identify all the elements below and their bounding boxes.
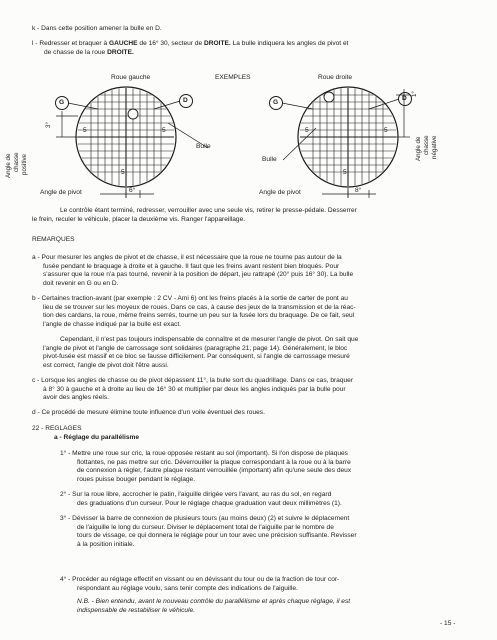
remark-b-line2: lieu de se trouver sur les moyeux de roues. Dans ce cas, à cause des jeux de la transmission et de la réac-: [43, 303, 356, 311]
step3-line1: 3° - Dévisser la barre de connexion de plusieurs tours (au moins deux) (2) et suivre le déplacement: [60, 515, 350, 522]
remark-a-line2: fusée pendant le braquage à droite et à gauche. Il faut que les freins avant restent bien bloqués. Pour: [43, 262, 340, 270]
left-bubble-label: Bulle: [196, 143, 211, 150]
remark-c-line1: c - Lorsque les angles de chasse ou de pivot dépassent 11°, la bulle sort du quadrillage. Dans ce cas, braquer: [32, 377, 354, 384]
step-k: k - Dans cette position amener la bulle en D.: [32, 25, 162, 32]
remark-a-line3: s'assurer que la roue n'a pas tourné, revenir à la position de départ, jeu rattrapé (20° puis 16° 30). La bulle: [43, 271, 354, 278]
right-scale-5a: 5: [305, 127, 309, 134]
page-number: - 15 -: [440, 620, 456, 627]
left-d-marker: D: [183, 97, 188, 104]
step-l-text2: de 16° 30, secteur de: [139, 40, 203, 47]
right-bubble-label: Bulle: [262, 156, 277, 163]
right-caster-label-1: Angle de: [415, 136, 422, 161]
step-l-droite2: DROITE.: [107, 49, 134, 56]
right-wheel: [270, 86, 412, 198]
right-wheel-title: Roue droite: [318, 74, 353, 81]
nb-line2: indispensable de restabiliser le véhicule.: [77, 606, 196, 614]
remark-a-line4: doit revenir en G ou en D.: [43, 279, 119, 287]
remark-b-line1: b - Certaines traction-avant (par exemple : 2 CV - Ami 6) ont les freins placés à la sortie de carter de pont au: [32, 295, 348, 302]
remark-b-line4: l'angle de chasse indiqué par la bulle est exact.: [43, 320, 181, 328]
left-scale-5b: 5: [162, 127, 166, 134]
right-caster-label-2: chasse: [423, 135, 430, 155]
step3-line4: à la position initiale.: [77, 540, 135, 548]
step-l-droite: DROITE.: [204, 40, 231, 47]
left-three-deg: 3°: [45, 122, 52, 128]
right-d-marker: D: [402, 95, 407, 102]
left-scale-5a: 5: [83, 127, 87, 134]
left-g-marker: G: [59, 99, 65, 106]
step-l-text1: l - Redresser et braquer à: [32, 40, 108, 47]
right-one-deg: 1°: [411, 91, 418, 97]
left-six-deg: 6°: [129, 187, 136, 194]
step2-line2: des graduations d'un curseur. Pour le réglage chaque graduation vaut deux millimètres (1).: [77, 499, 342, 507]
nb-line1: N.B. - Bien entendu, avant le nouveau contrôle du parallélisme et après chaque réglage, il est: [77, 598, 351, 605]
remark-c-line3: avoir des angles réels.: [43, 394, 109, 401]
left-pivot-label: Angle de pivot: [40, 189, 82, 196]
right-g-marker: G: [273, 99, 279, 106]
left-wheel-title: Roue gauche: [111, 74, 151, 81]
remark-a-line1: a - Pour mesurer les angles de pivot et de chasse, il est nécessaire que la roue ne tourne pas autour de la: [32, 254, 342, 261]
left-caster-label-2: chasse: [13, 152, 20, 172]
step1-line3: de connexion à régler, l'autre plaque restant verrouillée (important) afin qu'une seule des deux: [77, 467, 352, 474]
control-end-line1: Le contrôle étant terminé, redresser, verrouiller avec une seule vis, retirer le presse-pédale. Desserrer: [60, 207, 357, 214]
right-scale-5c: 5: [343, 169, 347, 176]
right-scale-5b: 5: [384, 127, 388, 134]
step-l-text4: de chasse de la roue: [44, 49, 106, 56]
right-eight-deg: 8°: [355, 187, 362, 194]
step1-line1: 1° - Mettre une roue sur cric, la roue opposée restant au sol (important). Si l'on dispose de plaques: [60, 450, 348, 457]
step2-line1: 2° - Sur la roue libre, accrocher le patin, l'aiguille dirigée vers l'avant, au ras du sol, en regard: [60, 491, 332, 498]
examples-title: EXEMPLES: [215, 74, 251, 81]
remark-d: d - Ce procédé de mesure élimine toute influence d'un voile éventuel des roues.: [32, 409, 265, 416]
reglages-heading: 22 - REGLAGES: [32, 425, 82, 432]
remark-b-line3: tion des cardans, la roue, même freins serrés, tourne un peu sur la fusée lors du braquage. De ce fait, seul: [43, 312, 355, 319]
remark-b2-line1: Cependant, il n'est pas toujours indispensable de connaître et de mesurer l'angle de pivot. On sait que: [60, 336, 359, 343]
step4-line1: 4° - Procéder au réglage effectif en vissant ou en dévissant du tour ou de la fraction de tour cor-: [60, 576, 340, 583]
step3-line3: tours de vissage, ce qui donnera le réglage pour un tour avec une précision suffisante. Revisser: [77, 532, 357, 539]
step1-line4: roues puisse bouger pendant le réglage.: [77, 475, 196, 483]
control-end-line2: le frein, reculer le véhicule, placer la deuxième vis. Ranger l'appareillage.: [32, 216, 246, 223]
remark-c-line2: à 8° 30 à gauche et à droite au lieu de 16° 30 et multiplier par deux les angles indiqués par la bulle pour: [43, 385, 346, 393]
step4-line2: respondant au réglage voulu, sans tenir compte des indications de l'aiguille.: [77, 584, 298, 592]
remark-b2-line4: est correct, l'angle de pivot doit l'être aussi.: [43, 361, 169, 369]
left-scale-5c: 5: [121, 169, 125, 176]
step3-line2: de l'aiguille le long du curseur. Diviser le déplacement total de l'aiguille par le nombre de: [77, 523, 334, 531]
step1-line2: flottantes, ne pas mettre sur cric. Déverrouiller la plaque correspondant à la roue ou à la barre: [77, 458, 351, 466]
right-pivot-label: Angle de pivot: [259, 189, 301, 196]
remarques-heading: REMARQUES: [32, 236, 75, 243]
left-caster-label-1: Angle de: [5, 153, 12, 178]
right-caster-label-3: négative: [431, 135, 438, 159]
remark-b2-line3: pivot-fusée est massif et ce bloc se fausse difficilement. Par conséquent, si l'angle de carrossage mesuré: [43, 353, 350, 360]
step-l-text3: La bulle indiquera les angles de pivot et: [232, 40, 349, 47]
remark-b2-line2: l'angle de pivot et l'angle de carrossage sont solidaires (paragraphe 21, page 14). Généralement, le bloc: [43, 344, 348, 352]
step-l-gauche: GAUCHE: [108, 40, 138, 47]
parallelism-subheading: a - Réglage du parallélisme: [54, 434, 140, 441]
left-caster-label-3: positive: [21, 154, 28, 175]
